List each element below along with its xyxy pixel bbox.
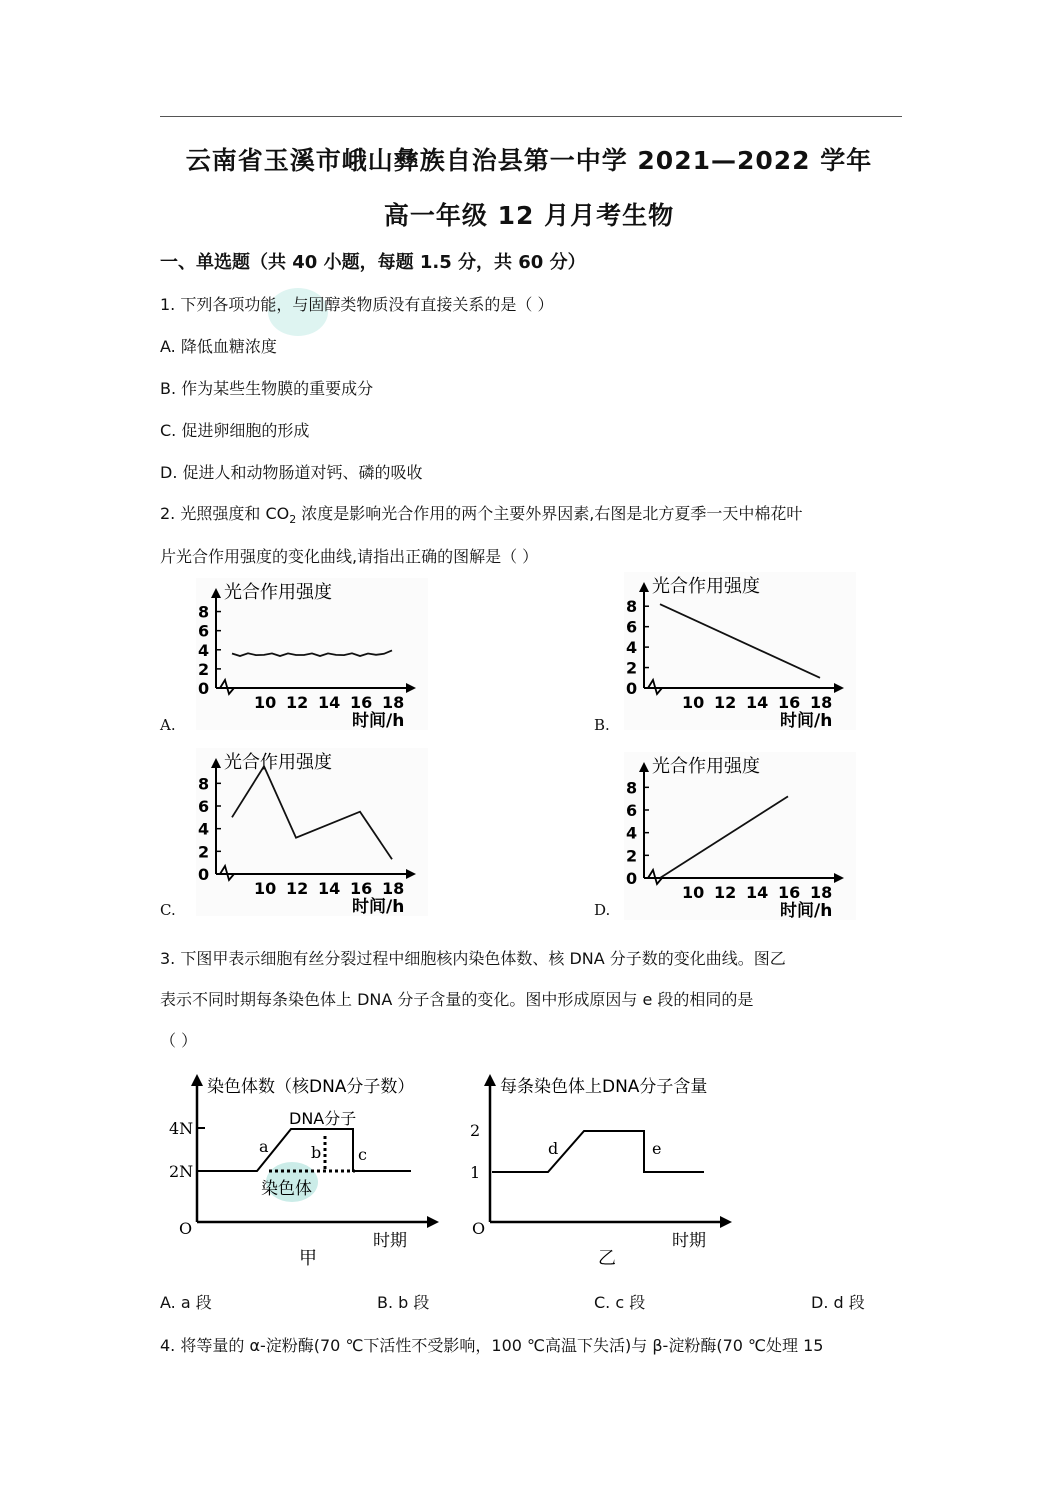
fig-jia-origin: O [179, 1219, 193, 1238]
x-tick-label: 18 [810, 883, 833, 902]
fig-jia-chrom-label: 染色体 [261, 1179, 312, 1199]
x-tick-label: 16 [350, 693, 373, 712]
x-tick-label: 14 [746, 883, 769, 902]
fig-yi-seg-e: e [652, 1139, 662, 1158]
page-subtitle: 高一年级 12 月月考生物 [383, 201, 675, 230]
x-axis-label: 时间/h [352, 897, 405, 916]
fig-yi-caption: 乙 [598, 1248, 616, 1269]
page-title: 云南省玉溪市峨山彝族自治县第一中学 2021—2022 学年 [185, 146, 873, 175]
y-tick-label: 6 [626, 801, 638, 820]
chart-title: 光合作用强度 [652, 756, 760, 777]
option-c-label: C. [160, 901, 176, 919]
series-line [660, 604, 820, 678]
x-tick-label: 10 [254, 879, 277, 898]
x-tick-label: 18 [382, 879, 405, 898]
option-d-label: D. [594, 901, 611, 919]
y-tick-label: 4 [198, 640, 210, 660]
fig-yi-origin: O [472, 1219, 486, 1238]
y-tick-label: 0 [626, 869, 638, 888]
q3-answer-d: D. d 段 [811, 1293, 865, 1312]
x-axis-arrow [834, 873, 844, 883]
x-tick-label: 10 [682, 693, 705, 712]
option-b-label: B. [594, 716, 610, 734]
chart-title: 光合作用强度 [224, 582, 332, 603]
chart-title: 光合作用强度 [652, 576, 760, 597]
x-axis-label: 时间/h [780, 711, 833, 730]
fig-jia-y-title: 染色体数（核DNA分子数） [207, 1077, 415, 1097]
question-3-stem-line2: 表示不同时期每条染色体上 DNA 分子含量的变化。图中形成原因与 e 段的相同的是 [160, 990, 754, 1009]
q3-answer-a: A. a 段 [160, 1293, 212, 1312]
series-line [660, 796, 788, 878]
y-tick-label: 2 [198, 842, 210, 862]
fig-yi-tick-1: 1 [470, 1163, 481, 1182]
chart-title: 光合作用强度 [224, 752, 332, 773]
question-2-stem-line2: 片光合作用强度的变化曲线,请指出正确的图解是（ ） [160, 547, 539, 566]
fig-jia-dna-label: DNA分子 [289, 1109, 357, 1128]
y-tick-label: 6 [626, 617, 638, 637]
y-tick-label: 2 [626, 846, 638, 866]
y-tick-label: 4 [626, 638, 638, 658]
x-axis-arrow [406, 683, 416, 693]
figure-jia [165, 1070, 445, 1270]
fig-jia-tick-2n: 2N [169, 1162, 194, 1181]
x-tick-label: 10 [254, 693, 277, 712]
chart-d [624, 752, 856, 920]
x-axis-arrow [834, 683, 844, 693]
y-tick-label: 8 [198, 602, 210, 622]
question-4-stem: 4. 将等量的 α-淀粉酶(70 ℃下活性不受影响，100 ℃高温下失活)与 β-淀粉酶(70 ℃处理 15 [160, 1336, 824, 1355]
x-axis-label: 时间/h [352, 711, 405, 730]
y-axis-arrow [639, 582, 649, 592]
y-tick-label: 8 [198, 774, 210, 794]
x-tick-label: 16 [778, 883, 801, 902]
fig-yi-tick-2: 2 [470, 1121, 481, 1140]
chart-c [196, 748, 428, 916]
q1-option-a: A. 降低血糖浓度 [160, 337, 277, 356]
q3-answer-b: B. b 段 [377, 1293, 430, 1312]
y-tick-label: 8 [626, 597, 638, 617]
y-tick-label: 6 [198, 621, 210, 641]
x-tick-label: 18 [810, 693, 833, 712]
y-axis-arrow [211, 588, 221, 598]
fig-yi-y-title: 每条染色体上DNA分子含量 [500, 1077, 708, 1097]
fig-yi-seg-d: d [548, 1139, 559, 1158]
x-tick-label: 14 [318, 693, 341, 712]
chart-b [624, 572, 856, 730]
x-tick-label: 12 [714, 883, 737, 902]
fig-jia-x-label: 时期 [373, 1231, 407, 1251]
x-tick-label: 14 [318, 879, 341, 898]
y-tick-label: 0 [198, 865, 210, 884]
x-tick-label: 16 [778, 693, 801, 712]
fig-jia-seg-a: a [259, 1137, 269, 1156]
fig-jia-tick-4n: 4N [169, 1119, 194, 1138]
fig-jia-caption: 甲 [299, 1248, 317, 1269]
q3-answer-c: C. c 段 [594, 1293, 646, 1312]
question-1-stem: 1. 下列各项功能，与固醇类物质没有直接关系的是（ ） [160, 295, 554, 314]
x-axis-arrow [406, 869, 416, 879]
y-tick-label: 0 [198, 679, 210, 698]
question-3-stem-line3: （ ） [160, 1031, 198, 1050]
x-tick-label: 18 [382, 693, 405, 712]
question-3-stem: 3. 下图甲表示细胞有丝分裂过程中细胞核内染色体数、核 DNA 分子数的变化曲线。图乙 [160, 949, 786, 968]
chart-a [196, 578, 428, 730]
x-tick-label: 16 [350, 879, 373, 898]
q1-option-c: C. 促进卵细胞的形成 [160, 421, 310, 440]
x-axis-label: 时间/h [780, 901, 833, 920]
y-axis-arrow [211, 758, 221, 768]
section-heading: 一、单选题（共 40 小题，每题 1.5 分，共 60 分） [160, 252, 586, 273]
y-axis-arrow [639, 762, 649, 772]
q1-option-d: D. 促进人和动物肠道对钙、磷的吸收 [160, 463, 423, 482]
series-line [232, 650, 392, 656]
y-tick-label: 4 [198, 819, 210, 839]
y-tick-label: 8 [626, 778, 638, 798]
q1-option-b: B. 作为某些生物膜的重要成分 [160, 379, 374, 398]
question-2-stem: 2. 光照强度和 $CO_2$ 浓度是影响光合作用的两个主要外界因素,右图是北方夏季一天中棉花叶 [160, 504, 803, 527]
x-tick-label: 12 [286, 693, 309, 712]
fig-yi-x-label: 时期 [672, 1231, 706, 1251]
y-tick-label: 6 [198, 797, 210, 816]
x-tick-label: 12 [714, 693, 737, 712]
figure-yi [462, 1070, 742, 1270]
series-line [232, 766, 392, 859]
y-tick-label: 2 [198, 659, 210, 679]
y-tick-label: 4 [626, 823, 638, 843]
x-tick-label: 10 [682, 883, 705, 902]
fig-jia-seg-b: b [311, 1143, 322, 1162]
header-rule [160, 116, 902, 117]
y-tick-label: 2 [626, 658, 638, 678]
x-tick-label: 12 [286, 879, 309, 898]
option-a-label: A. [160, 716, 176, 734]
y-tick-label: 0 [626, 679, 638, 698]
fig-jia-seg-c: c [358, 1145, 367, 1164]
x-tick-label: 14 [746, 693, 769, 712]
